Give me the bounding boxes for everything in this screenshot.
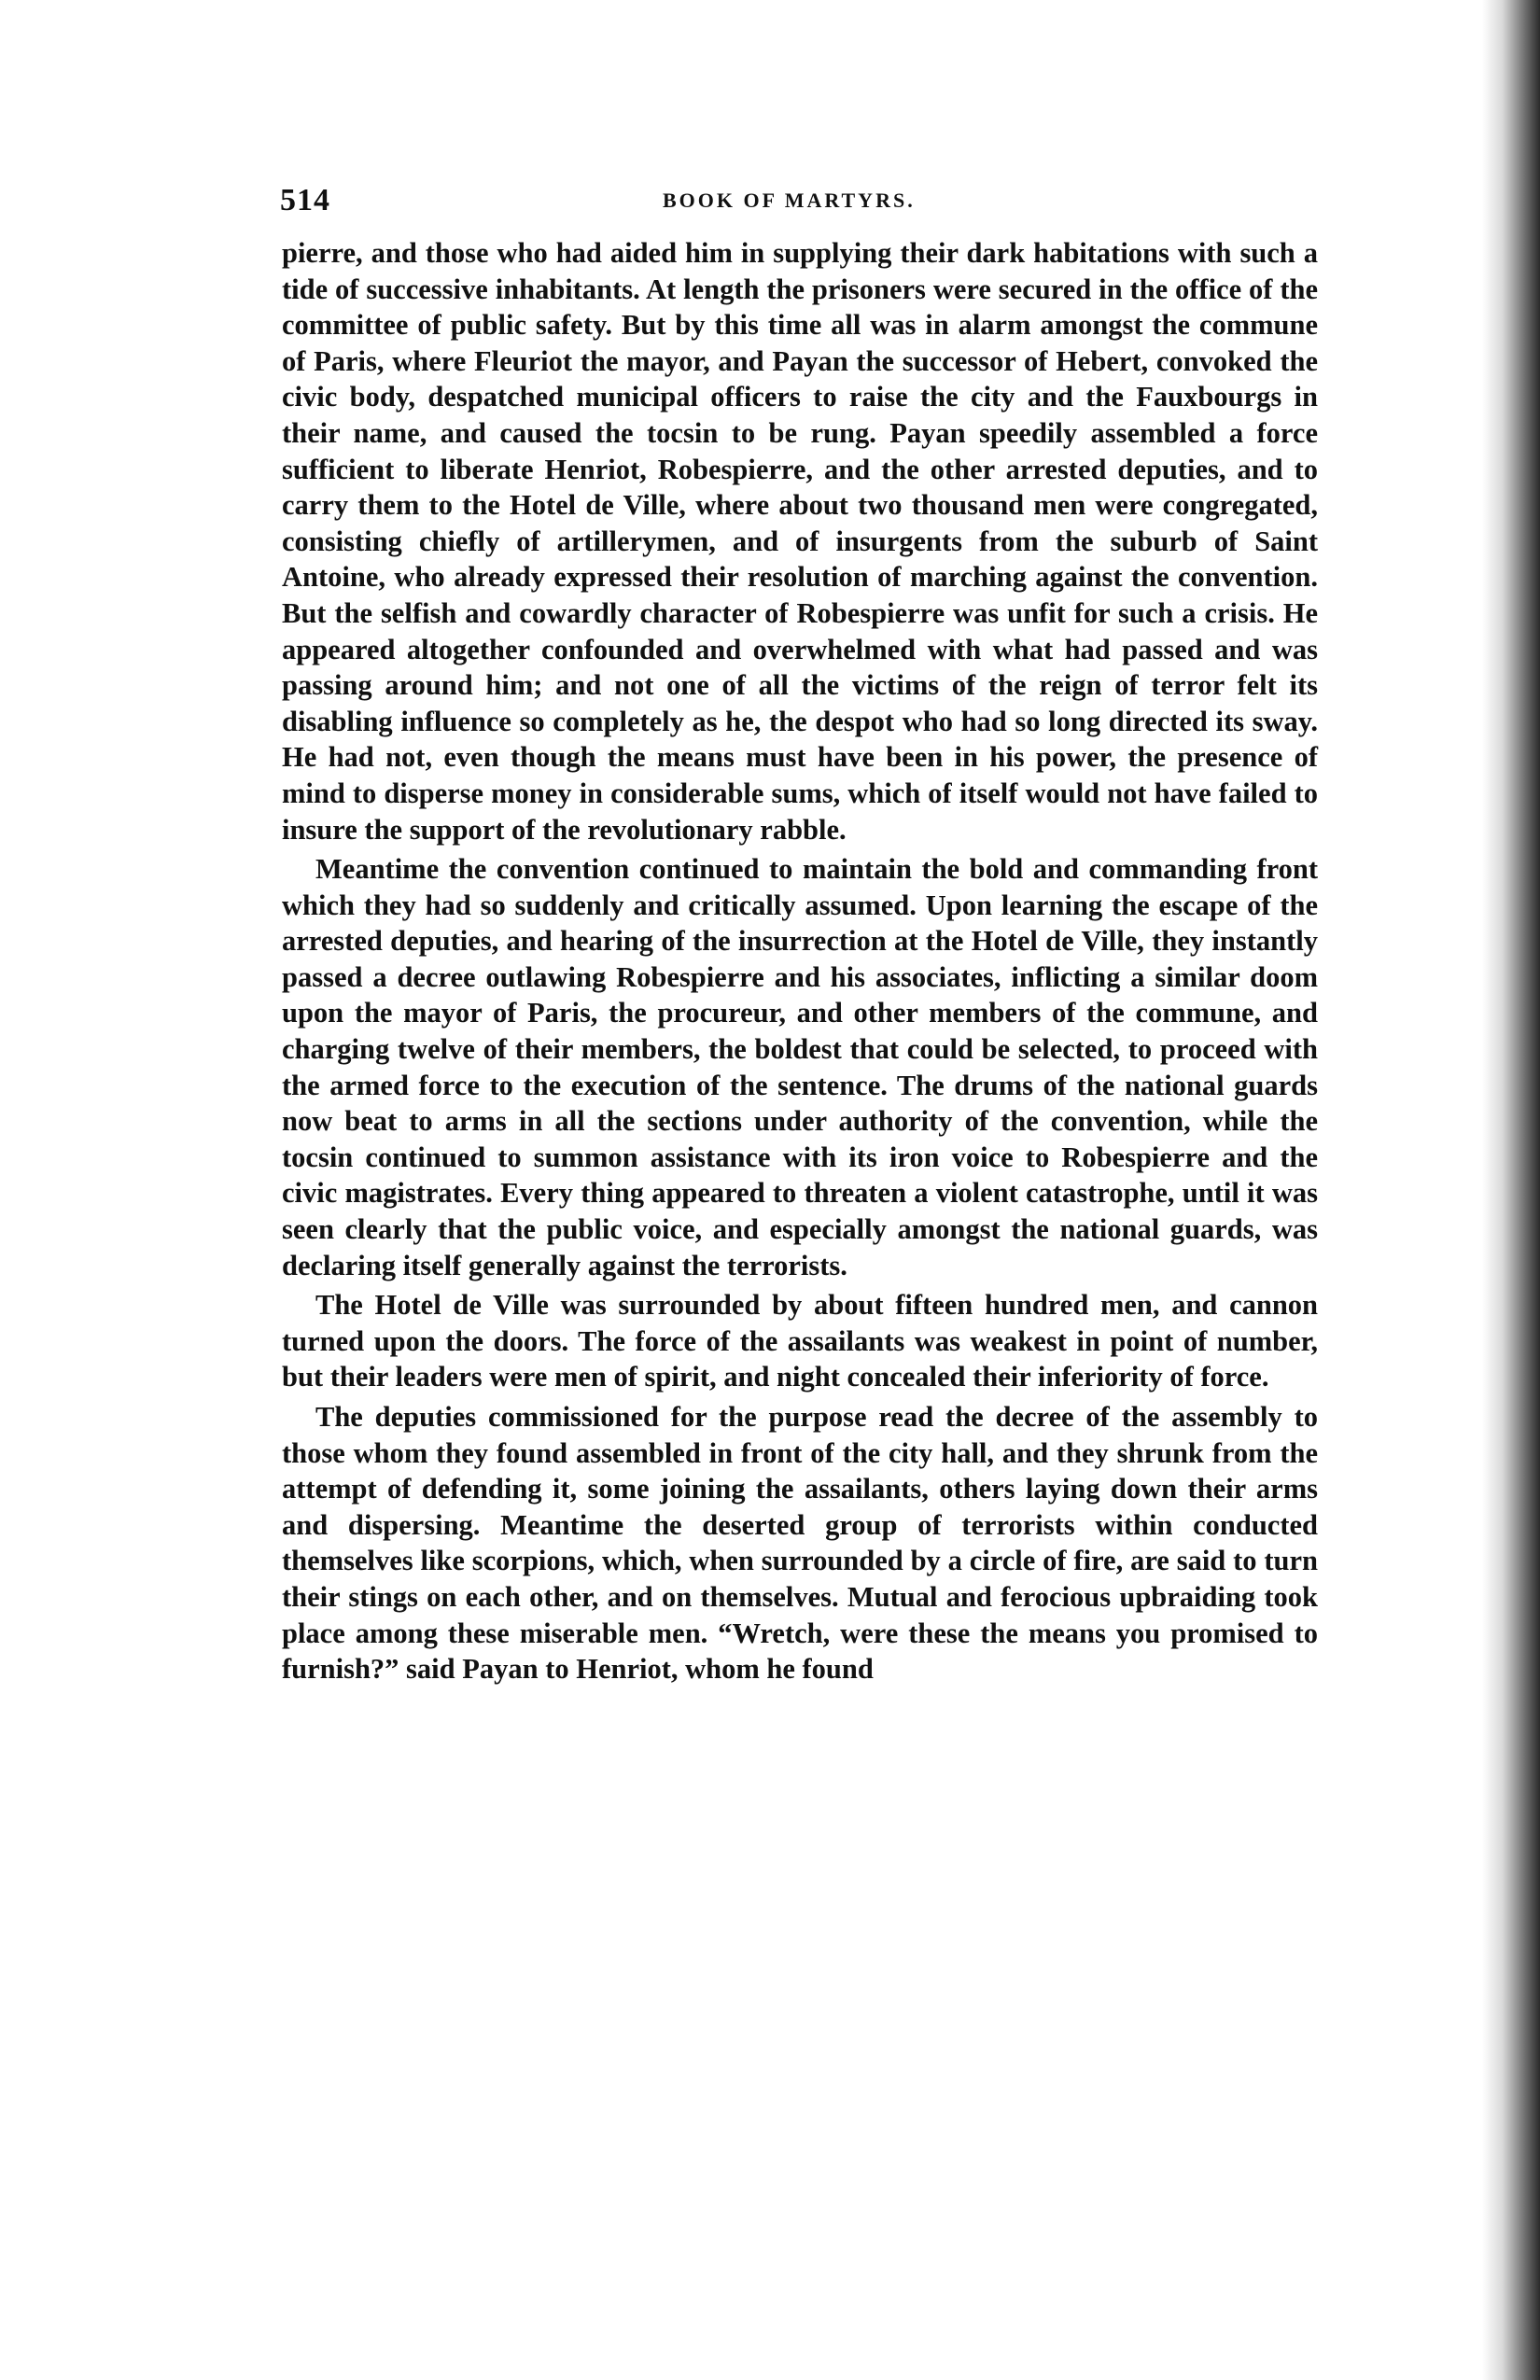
paragraph-3: The Hotel de Ville was surrounded by about fifteen hundred men, and cannon turned upon the doors. The force of the assailants was weakest in point of number, but their leaders were men of spirit, and night concealed their inferiority of force.: [282, 1289, 1318, 1393]
page-number: 514: [280, 183, 330, 217]
page-edge-shadow: [1482, 0, 1540, 2380]
running-title: BOOK OF MARTYRS.: [663, 189, 916, 212]
paragraph-4: The deputies commissioned for the purpose read the decree of the assembly to those whom they found assembled in front of the city hall, and they shrunk from the attempt of defending it, some joining the assailants, others laying down their arms and dispersing. Meantime the deserted group of terrorists within conducted themselves like scorpions, which, when surrounded by a circle of fire, are said to turn their stings on each other, and on themselves. Mutual and ferocious upbraiding took place among these miserable men. “Wretch, were these the means you promised to furnish?” said Payan to Henriot, whom he found: [282, 1401, 1318, 1686]
paragraph-2: Meantime the convention continued to maintain the bold and commanding front which they had so suddenly and critically assumed. Upon learning the escape of the arrested deputies, and hearing of the insurrection at the Hotel de Ville, they instantly passed a decree outlawing Robespierre and his associates, inflicting a similar doom upon the mayor of Paris, the procureur, and other members of the commune, and charging twelve of their members, the boldest that could be selected, to proceed with the armed force to the execution of the sentence. The drums of the national guards now beat to arms in all the sections under authority of the convention, while the tocsin continued to summon assistance with its iron voice to Robespierre and the civic magistrates. Every thing appeared to threaten a violent catastrophe, until it was seen clearly that the public voice, and especially amongst the national guards, was declaring itself generally against the terrorists.: [282, 853, 1318, 1281]
paragraph-1: pierre, and those who had aided him in supplying their dark habitations with such a tide of successive inhabitants. At length the prisoners were secured in the office of the committee of public safety. But by this time all was in alarm amongst the commune of Paris, where Fleuriot the mayor, and Payan the successor of Hebert, convoked the civic body, despatched municipal officers to raise the city and the Fauxbourgs in their name, and caused the tocsin to be rung. Payan speedily assembled a force sufficient to liberate Henriot, Robespierre, and the other arrested deputies, and to carry them to the Hotel de Ville, where about two thousand men were congregated, consisting chiefly of artillerymen, and of insurgents from the suburb of Saint Antoine, who already expressed their resolution of marching against the convention. But the selfish and cowardly character of Robespierre was unfit for such a crisis. He appeared altogether confounded and overwhelmed with what had passed and was passing around him; and not one of all the victims of the reign of terror felt its disabling influence so completely as he, the despot who had so long directed its sway. He had not, even though the means must have been in his power, the presence of mind to disperse money in considerable sums, which of itself would not have failed to insure the support of the revolutionary rabble.: [282, 237, 1318, 846]
body-text: [282, 235, 1318, 1691]
page-header: [280, 183, 1320, 230]
